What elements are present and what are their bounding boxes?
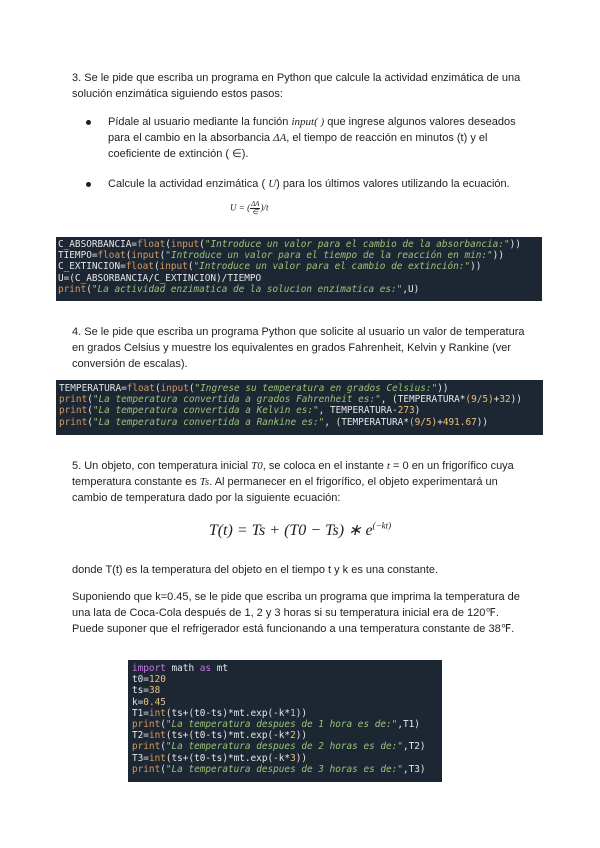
q5-intro: 5. Un objeto, con temperatura inicial T0, se coloca en el instante t = 0 en un frigorífico cuya temperatura constante es Ts. Al permanecer en el frigorífico, el objeto experimentará un cambio de temperatura dado por la siguiente ecuación: (72, 460, 514, 504)
q3-bullet-1: Pídale al usuario mediante la función input( ) que ingrese algunos valores deseados para el cambio en la absorbancia ΔA, el tiempo de reacción en minutos (t) y el coeficiente de extinción ( ∈). (108, 114, 528, 162)
code-token: ( (199, 239, 205, 250)
code-token: ( (160, 741, 166, 753)
code-line (59, 417, 543, 428)
code-token: "La temperatura convertida a Rankine es:" (92, 416, 325, 428)
code-token: (ts+(t0-ts)*mt.exp(-k* (165, 752, 291, 764)
q3-equation: U = ( $\frac{\Delta A}{\in}$ )/t (230, 200, 269, 216)
code-token: (9/5) (408, 416, 438, 428)
code-token: input (159, 261, 188, 273)
code-token: 491.67 (442, 416, 477, 428)
code-token: ( (87, 405, 93, 417)
code-token: (9/5) (465, 394, 494, 406)
code-token: int (148, 752, 166, 764)
code-token: 1 (290, 707, 296, 719)
code-token: float (97, 250, 126, 262)
code-token: "La temperatura despues de 1 hora es de:" (165, 718, 398, 730)
code-token: T1= (132, 707, 149, 719)
code-token: ,T3) (402, 763, 426, 775)
code-token: 38 (148, 685, 161, 697)
code-line (132, 730, 442, 741)
q5-problem: Suponiendo que k=0.45, se le pide que escriba un programa que imprima la temperatura de una lata de Coca-Cola después de 1, 2 y 3 horas si su temperatura inicial era de 120℉. Puede suponer que el refrigerador está funcionando a una temperatura constante de 38℉. (72, 591, 520, 635)
code-token: 2 (290, 730, 296, 742)
code-line (132, 708, 442, 719)
q5-definition: donde T(t) es la temperatura del objeto en el tiempo t y k es una constante. (72, 564, 439, 576)
code-token: ( (160, 763, 166, 775)
code-line (58, 284, 542, 295)
code-token: T2= (132, 730, 149, 742)
code-token: ( (86, 283, 92, 295)
code-token: print (59, 405, 88, 417)
code-token: + (437, 416, 443, 428)
code-token: C_ABSORBANCIA= (58, 239, 138, 250)
code-token: ( (187, 261, 194, 273)
code-token: int (148, 730, 166, 742)
code-token: (ts+(t0-ts)*mt.exp(-k* (165, 707, 291, 719)
code-token: import (132, 663, 166, 674)
code-token: ( (125, 250, 132, 262)
code-token: "La actividad enzimatica de la solucion enzimatica es:" (91, 283, 403, 295)
code-token: 273 (397, 405, 415, 417)
code-token: float (137, 239, 166, 250)
fraction: $\frac{\Delta A}{\in}$ (251, 200, 260, 216)
code-token: (ts+(t0-ts)*mt.exp(-k* (165, 730, 291, 742)
code-line (59, 405, 543, 416)
code-token: T3= (132, 752, 149, 764)
code-line (132, 741, 442, 752)
code-token: "Introduce un valor para el tiempo de la reacción en min:" (165, 250, 493, 262)
code-token: 120 (148, 674, 166, 686)
q3-code-block (56, 237, 542, 301)
code-line (132, 663, 442, 674)
code-token: print (132, 718, 161, 730)
code-token: )) (510, 394, 522, 406)
code-line (58, 239, 542, 250)
code-token: TIEMPO= (58, 250, 98, 262)
q5-equation: T(t) = Ts + (T0 − Ts) ∗ $e^{(-kt)}$ (208, 520, 392, 539)
code-token: float (125, 261, 154, 273)
code-token: ,U) (402, 283, 420, 295)
code-token: ,T1) (397, 718, 420, 730)
code-token: input (170, 239, 200, 250)
code-token: ( (87, 394, 93, 406)
code-token: TEMPERATURA= (59, 383, 127, 394)
code-token: ( (159, 250, 166, 262)
code-token: U=(C_ABSORBANCIA/C_EXTINCION)/TIEMPO (58, 272, 262, 284)
code-token: "Ingrese su temperatura en grados Celsius:" (194, 383, 438, 394)
code-token: print (59, 394, 88, 406)
code-token: 0.45 (143, 696, 166, 708)
code-token: ,T2) (402, 741, 426, 753)
code-line (59, 383, 543, 394)
code-token: ( (87, 416, 93, 428)
code-token: print (132, 741, 161, 753)
code-line (58, 273, 542, 284)
code-token: "Introduce un valor para el cambio de la absorbancia:" (204, 239, 510, 250)
code-token: )) (437, 383, 449, 394)
code-token: k= (132, 696, 144, 708)
q4-code-block (56, 380, 543, 435)
bullet-dot (86, 182, 91, 187)
code-token: as (199, 663, 212, 674)
code-token: "La temperatura despues de 2 horas es de:" (165, 741, 403, 753)
code-line (132, 685, 442, 696)
code-token: ts= (132, 685, 149, 697)
q3-bullet-2: Calcule la actividad enzimática ( U) para los últimos valores utilizando la ecuación. (108, 176, 528, 192)
code-token: math (165, 663, 200, 674)
code-token: "Introduce un valor para el cambio de extinción:" (193, 261, 471, 273)
code-line (59, 394, 543, 405)
code-token: print (59, 416, 88, 428)
code-token: )) (295, 752, 308, 764)
code-token: ) (414, 405, 421, 417)
code-token: )) (295, 730, 308, 742)
code-token: )) (509, 239, 521, 250)
code-token: print (58, 283, 87, 295)
code-line (132, 674, 442, 685)
code-token: )) (295, 707, 308, 719)
code-token: 3 (290, 752, 296, 764)
code-token: )) (476, 416, 489, 428)
code-token: print (132, 763, 161, 775)
code-line (132, 719, 442, 730)
code-token: , (TEMPERATURA* (380, 394, 466, 406)
code-token: C_EXTINCION= (58, 261, 126, 273)
code-token: ( (154, 383, 161, 394)
q5-code-block (128, 660, 442, 782)
code-token: , (TEMPERATURA* (324, 416, 409, 428)
code-token: ( (160, 718, 166, 730)
code-token: ( (153, 261, 160, 273)
code-token: "La temperatura despues de 3 horas es de:" (165, 763, 403, 775)
code-token: float (126, 383, 155, 394)
code-token: )) (470, 261, 482, 273)
code-token: input (131, 250, 160, 262)
code-line (132, 697, 442, 708)
code-token: input (160, 383, 189, 394)
code-line (132, 753, 442, 764)
bullet-dot (86, 120, 91, 125)
code-line (58, 261, 542, 272)
q4-intro: 4. Se le pide que escriba un programa Python que solicite al usuario un valor de temperatura en grados Celsius y muestre los equivalentes en grados Fahrenheit, Kelvin y Rankine (ver conversión de escalas). (72, 326, 525, 370)
code-token: )) (492, 250, 504, 262)
code-token: "La temperatura convertida a grados Fahrenheit es:" (92, 394, 381, 406)
code-token: ( (165, 239, 171, 250)
code-token: 32 (499, 394, 511, 406)
code-token: , TEMPERATURA- (318, 405, 398, 417)
code-token: mt (211, 663, 228, 674)
code-token: t0= (132, 674, 149, 686)
code-token: "La temperatura convertida a Kelvin es:" (92, 405, 319, 417)
code-line (132, 764, 442, 775)
q3-intro: 3. Se le pide que escriba un programa en Python que calcule la actividad enzimática de una solución enzimática siguiendo estos pasos: (72, 72, 521, 100)
code-token: ( (188, 383, 195, 394)
code-token: + (493, 394, 500, 406)
code-line (58, 250, 542, 261)
code-token: int (148, 707, 166, 719)
